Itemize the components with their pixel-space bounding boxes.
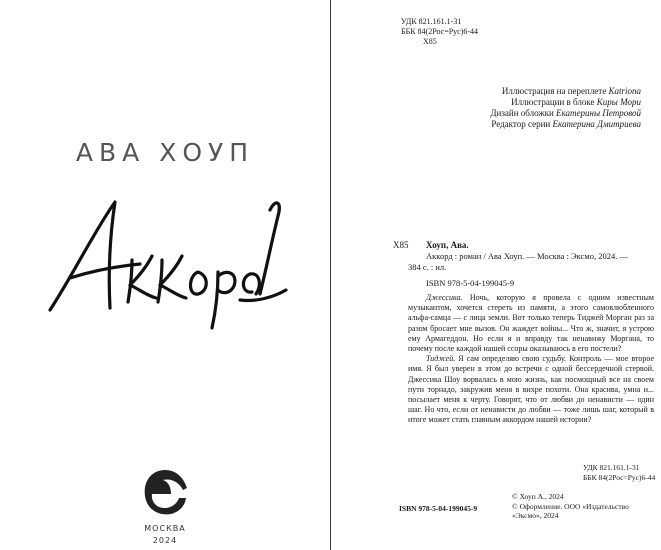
credit-line: Дизайн обложки Екатерины Петровой — [490, 108, 641, 118]
isbn-bottom: ISBN 978-5-04-199045-9 — [399, 504, 478, 513]
classification-block-top — [401, 17, 478, 47]
copyright-author: © Хоуп А., 2024 — [512, 492, 564, 501]
copyright-block — [512, 492, 657, 521]
bbk-top: ББК 84(2Рос=Рус)6-44 — [401, 27, 479, 36]
x85-top: Х85 — [423, 37, 437, 46]
bbk-bottom: ББК 84(2Рос=Рус)6-44 — [583, 472, 656, 482]
publisher-city: МОСКВА — [144, 524, 186, 533]
annotation-paragraph-2: Тиджей. Я сам определяю свою судьбу. Контроль — мое второе имя. Я был уверен в этом до встречи с одной бессердечной стервой. Джессика Шоу ворвалась в мою жизнь, как посмощный все на своем пути торнадо, закружив меня в вихре похоти. Она красива, умна и... посылает меня к черту. Говорят, что от любви до ненависти — один шаг. Но что, если от ненависти до любви — тоже лишь шаг, который в итоге может стать главным аккордом нашей истории? — [408, 354, 654, 425]
annotation — [408, 293, 654, 426]
isbn-main: ISBN 978-5-04-199045-9 — [426, 278, 515, 288]
bib-line-1: Аккорд : роман / Ава Хоуп. — Москва : Эксмо, 2024. — — [426, 251, 628, 261]
credit-line: Иллюстрации в блоке Киры Мори — [511, 97, 641, 107]
bib-line-2: 384 с. : ил. — [408, 261, 447, 272]
publication-year: 2024 — [152, 536, 178, 545]
credits-block — [490, 86, 641, 130]
page-divider — [330, 0, 331, 550]
bib-author: Хоуп, Ава. — [426, 240, 469, 250]
classification-block-bottom — [583, 463, 655, 482]
credit-line: Редактор серии Екатерина Дмитриева — [491, 119, 641, 129]
eksmo-logo-icon — [141, 468, 189, 518]
bib-code: Х85 — [393, 240, 409, 250]
author-name: АВА ХОУП — [75, 138, 255, 167]
bib-description — [408, 251, 658, 272]
udk-bottom: УДК 821.161.1-31 — [583, 463, 640, 472]
annotation-paragraph-1: Джессика. Ночь, которую я провела с одним известным музыкантом, хочется стереть из памяти, а этого самовлюбленного альфа-самца — с лица земли. Вот только теперь Тиджей Морган раз за разом бросает мне вызов. Он жаждет войны... Что ж, значит, я устрою ему Армагеддон. Но если я и вправду так ненавижу Моргана, то почему после каждой нашей ссоры оказываюсь в его постели? — [408, 293, 654, 354]
handwritten-title — [40, 190, 290, 330]
udk-top: УДК 821.161.1-31 — [401, 17, 462, 26]
credit-line: Иллюстрация на переплете Katriona — [501, 86, 641, 96]
left-title-page — [0, 0, 330, 550]
copyright-design: © Оформление. ООО «Издательство «Эксмо», 2024 — [512, 501, 629, 520]
